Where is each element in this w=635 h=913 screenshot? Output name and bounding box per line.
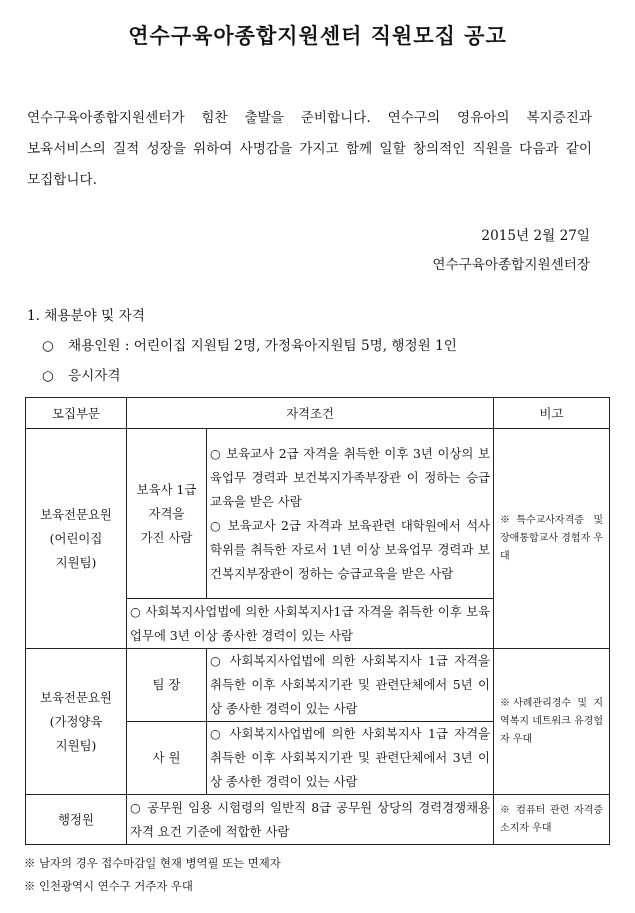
positions-bullet xyxy=(42,334,457,354)
leader-label-cell: 팀 장 xyxy=(127,649,207,722)
header-note: 비고 xyxy=(494,398,610,429)
note-cell: ※사례관리경수 및 지역복지 네트워크 유경험자 우대 xyxy=(494,649,610,795)
qualification-text: 응시자격 xyxy=(68,368,121,384)
bullet-mark: ○ xyxy=(42,338,54,354)
note-cell: ※ 컴퓨터 관련 자격증 소지자 우대 xyxy=(494,795,610,845)
condition-cell xyxy=(207,429,494,599)
dept-cell: 행정원 xyxy=(26,795,127,845)
issuer-name: 연수구육아종합지원센터장 xyxy=(432,257,590,273)
condition-item: ○ 보육교사 2급 자격과 보육관련 대학원에서 석사학위를 취득한 자로서 1년 이상 보육업무 경력과 보건복지부장관이 정하는 승급교육을 받은 사람 xyxy=(210,517,491,581)
table-row xyxy=(26,649,610,722)
staff-label-cell: 사 원 xyxy=(127,722,207,795)
intro-paragraph: 연수구육아종합지원센터가 힘찬 출발을 준비합니다. 연수구의 영유아의 복지증진과 보육서비스의 질적 성장을 위하여 사명감을 가지고 함께 일할 창의적인 직원을 다음과 같이 모집합니다. xyxy=(27,110,592,188)
bullet-mark: ○ xyxy=(42,368,54,384)
table-row xyxy=(26,429,610,599)
header-dept: 모집부문 xyxy=(26,398,127,429)
condition-item: ○ 보육교사 2급 자격을 취득한 이후 3년 이상의 보육업무 경력과 보건복지가족부장관 이 정하는 승급교육을 받은 사람 xyxy=(210,445,491,509)
qualification-bullet xyxy=(42,364,121,384)
announcement-date: 2015년 2월 27일 xyxy=(481,228,590,244)
condition-cell: ○ 사회복지사업법에 의한 사회복지사 1급 자격을 취득한 이후 사회복지기관 및 관련단체에서 3년 이상 종사한 경력이 있는 사람 xyxy=(207,722,494,795)
page-title: 연수구육아종합지원센터 직원모집 공고 xyxy=(128,23,507,48)
header-conditions: 자격조건 xyxy=(127,398,494,429)
condition-cell: ○ 공무원 임용 시험령의 일반직 8급 공무원 상당의 경력경쟁채용 자격 요건 기준에 적합한 사람 xyxy=(127,795,494,845)
condition-cell: ○ 사회복지사업법에 의한 사회복지사 1급 자격을 취득한 이후 사회복지기관 및 관련단체에서 5년 이상 종사한 경력이 있는 사람 xyxy=(207,649,494,722)
table-header-row xyxy=(26,398,610,429)
note-cell: ※특수교사자격증 및 장애통합교사 경험자 우대 xyxy=(494,429,610,649)
condition-cell: ○ 사회복지사업법에 의한 사회복지사1급 자격을 취득한 이후 보육업무에 3년 이상 종사한 경력이 있는 사람 xyxy=(127,599,494,649)
recruitment-table xyxy=(25,397,610,845)
table-row xyxy=(26,795,610,845)
dept-cell: 보육전문요원 (어린이집 지원팀) xyxy=(26,429,127,649)
positions-text: 채용인원 : 어린이집 지원팀 2명, 가정육아지원팀 5명, 행정원 1인 xyxy=(68,338,457,354)
sub-category-cell: 보육사 1급 자격을 가진 사람 xyxy=(127,429,207,599)
dept-cell: 보육전문요원 (가정양육 지원팀) xyxy=(26,649,127,795)
footnote: ※ 남자의 경우 접수마감일 현재 병역필 또는 면제자 xyxy=(24,856,281,870)
footnote: ※ 인천광역시 연수구 거주자 우대 xyxy=(24,879,193,893)
section-heading: 1. 채용분야 및 자격 xyxy=(27,308,145,324)
